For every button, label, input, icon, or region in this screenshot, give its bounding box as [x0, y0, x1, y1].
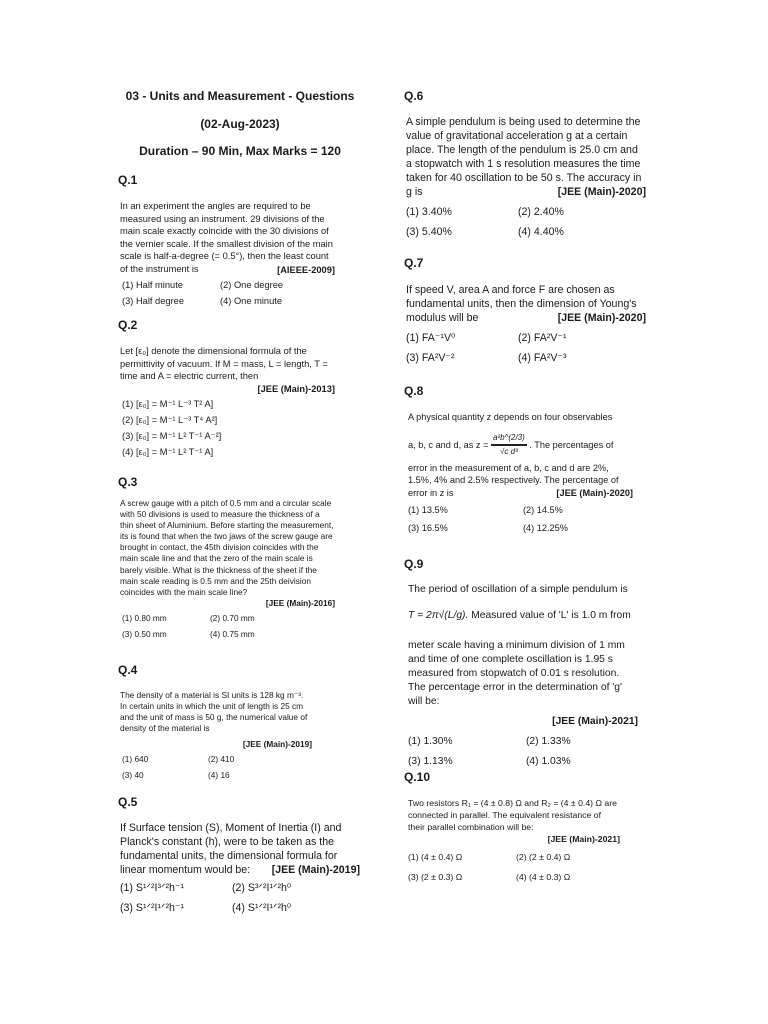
option-2: (2) 0.70 mm — [210, 612, 255, 623]
question-9 — [408, 583, 638, 775]
question-5 — [120, 821, 360, 921]
question-text: If speed V, area A and force F are chosen as fundamental units, then the dimension of Young's modulus will be — [406, 284, 637, 324]
question-text: Measured value of 'L' is 1.0 m from — [471, 610, 631, 621]
paper-title: 03 - Units and Measurement - Questions — [125, 89, 355, 103]
option-3: (3) 40 — [122, 770, 144, 781]
question-number: Q.5 — [118, 795, 138, 809]
question-2 — [120, 345, 335, 462]
formula-fraction — [491, 432, 527, 459]
question-source: [JEE (Main)-2020] — [557, 186, 646, 198]
question-source: [AIEEE-2009] — [277, 264, 335, 275]
option-1: (1) Half minute — [122, 280, 183, 291]
question-text: In an experiment the angles are required to be measured using an instrument. 29 divisions of the main scale exactly coincide with the 30 divisions of the vernier scale. If the smallest division of the main scale is half-a-degree (= 0.5°), then the least count of the instrument is — [120, 201, 333, 274]
option-4: (4) (4 ± 0.3) Ω — [516, 872, 571, 882]
option-2: (2) One degree — [220, 280, 284, 291]
option-3: (3) S¹ᐟ²I¹ᐟ²h⁻¹ — [120, 902, 184, 914]
option-4: (4) 0.75 mm — [210, 628, 255, 639]
question-number: Q.9 — [404, 557, 424, 571]
question-text: A simple pendulum is being used to determine the value of gravitational acceleration g at a certain place. The length of the pendulum is 25.0 cm and a stopwatch with 1 s resolution measures the time taken for 40 oscillation to be 50 s. The accuracy in g is — [406, 116, 642, 198]
option-2: (2) 14.5% — [523, 504, 563, 515]
option-2: (2) 410 — [208, 754, 235, 765]
option-1: (1) [ε₀] = M⁻¹ L⁻³ T² A] — [122, 399, 214, 410]
question-text: meter scale having a minimum division of 1 mm and time of one complete oscillation is 1.95 s measured from stopwatch of 0.01 s resolution. The percentage error in the determination of 'g' will be: — [408, 640, 625, 707]
option-1: (1) S¹ᐟ²I³ᐟ²h⁻¹ — [120, 882, 184, 894]
option-3: (3) 16.5% — [408, 522, 448, 533]
option-2: (2) 2.40% — [518, 206, 564, 218]
question-number: Q.1 — [118, 173, 138, 187]
option-3: (3) 1.13% — [408, 756, 453, 767]
question-6 — [406, 115, 646, 245]
question-source: [JEE (Main)-2021] — [552, 716, 638, 727]
option-1: (1) (4 ± 0.4) Ω — [408, 852, 463, 862]
formula-denominator: √c d³ — [491, 445, 527, 459]
option-4: (4) 1.03% — [526, 756, 571, 767]
question-number: Q.2 — [118, 318, 138, 332]
question-number: Q.8 — [404, 384, 424, 398]
question-3 — [120, 498, 335, 645]
option-2: (2) [ε₀] = M⁻¹ L⁻³ T⁴ A²] — [122, 415, 218, 426]
option-1: (1) 0.80 mm — [122, 612, 167, 623]
option-4: (4) 4.40% — [518, 226, 564, 238]
option-1: (1) 1.30% — [408, 736, 453, 747]
question-number: Q.4 — [118, 663, 138, 677]
option-4: (4) S¹ᐟ²I¹ᐟ²h⁰ — [232, 902, 292, 914]
formula-period: T = 2π√(L/g). — [408, 610, 469, 621]
option-2: (2) (2 ± 0.4) Ω — [516, 852, 571, 862]
option-3: (3) [ε₀] = M⁻¹ L² T⁻¹ A⁻²] — [122, 431, 222, 442]
option-4: (4) 12.25% — [523, 522, 568, 533]
paper-date: (02-Aug-2023) — [200, 117, 280, 131]
question-1 — [120, 200, 335, 311]
question-text: A physical quantity z depends on four observables — [408, 412, 613, 422]
option-3: (3) 5.40% — [406, 226, 452, 238]
question-text: Two resistors R₁ = (4 ± 0.8) Ω and R₂ = (4 ± 0.4) Ω are connected in parallel. The equivalent resistance of their parallel combination will be: — [408, 798, 617, 832]
option-2: (2) FA²V⁻¹ — [518, 332, 567, 344]
paper-duration: Duration – 90 Min, Max Marks = 120 — [139, 144, 341, 158]
question-text: a, b, c and d, as z = — [408, 439, 489, 450]
option-2: (2) S³ᐟ²I¹ᐟ²h⁰ — [232, 882, 292, 894]
question-text: The density of a material is SI units is 128 kg m⁻³. In certain units in which the unit of length is 25 cm and the unit of mass is 50 g, the numerical value of density of the material is — [120, 690, 308, 734]
question-10 — [408, 797, 620, 891]
question-text: If Surface tension (S), Moment of Inertia (I) and Planck's constant (h), were to be taken as the fundamental units, the dimensional formula for linear momentum would be: — [120, 822, 342, 876]
formula-numerator: a²b^(2/3) — [491, 432, 527, 446]
question-source: [JEE (Main)-2019] — [242, 739, 312, 750]
option-3: (3) (2 ± 0.3) Ω — [408, 872, 463, 882]
option-4: (4) [ε₀] = M⁻¹ L² T⁻¹ A] — [122, 447, 214, 458]
option-4: (4) One minute — [220, 296, 283, 307]
option-1: (1) 640 — [122, 754, 149, 765]
option-4: (4) FA²V⁻³ — [518, 352, 567, 364]
question-source: [JEE (Main)-2020] — [556, 488, 633, 499]
option-1: (1) 3.40% — [406, 206, 452, 218]
option-1: (1) FA⁻¹V⁰ — [406, 332, 456, 344]
question-source: [JEE (Main)-2016] — [265, 597, 335, 608]
question-4 — [120, 690, 312, 786]
option-3: (3) FA²V⁻² — [406, 352, 455, 364]
question-text: . The percentages of — [529, 439, 614, 450]
question-source: [JEE (Main)-2013] — [257, 383, 335, 394]
question-source: [JEE (Main)-2020] — [557, 312, 646, 324]
question-8 — [408, 411, 633, 540]
option-3: (3) 0.50 mm — [122, 628, 167, 639]
question-source: [JEE (Main)-2019] — [271, 864, 360, 876]
question-number: Q.3 — [118, 475, 138, 489]
question-number: Q.6 — [404, 89, 424, 103]
option-2: (2) 1.33% — [526, 736, 571, 747]
question-text: error in the measurement of a, b, c and d are 2%, 1.5%, 4% and 2.5% respectively. The percentage of error in z is — [408, 462, 619, 498]
question-text: A screw gauge with a pitch of 0.5 mm and a circular scale with 50 divisions is used to measure the thickness of a thin sheet of Aluminium. Before starting the measurement, its is found that when the two jaws of the screw gauge are brought in contact, the 45th division coincides with the main scale line and that the zero of the main scale is barely visible. What is the thickness of the sheet if the main scale reading is 0.5 mm and the 25th deivision coincides with the main scale line? — [120, 498, 334, 597]
question-number: Q.7 — [404, 256, 424, 270]
option-1: (1) 13.5% — [408, 504, 448, 515]
question-text: Let [ε₀] denote the dimensional formula of the permittivity of vacuum. If M = mass, L = length, T = time and A = electric current, then — [120, 346, 328, 382]
question-text: The period of oscillation of a simple pendulum is — [408, 584, 628, 595]
option-3: (3) Half degree — [122, 296, 185, 307]
question-number: Q.10 — [404, 770, 431, 784]
question-7 — [406, 283, 646, 371]
question-source: [JEE (Main)-2021] — [547, 834, 620, 844]
option-4: (4) 16 — [208, 770, 230, 781]
